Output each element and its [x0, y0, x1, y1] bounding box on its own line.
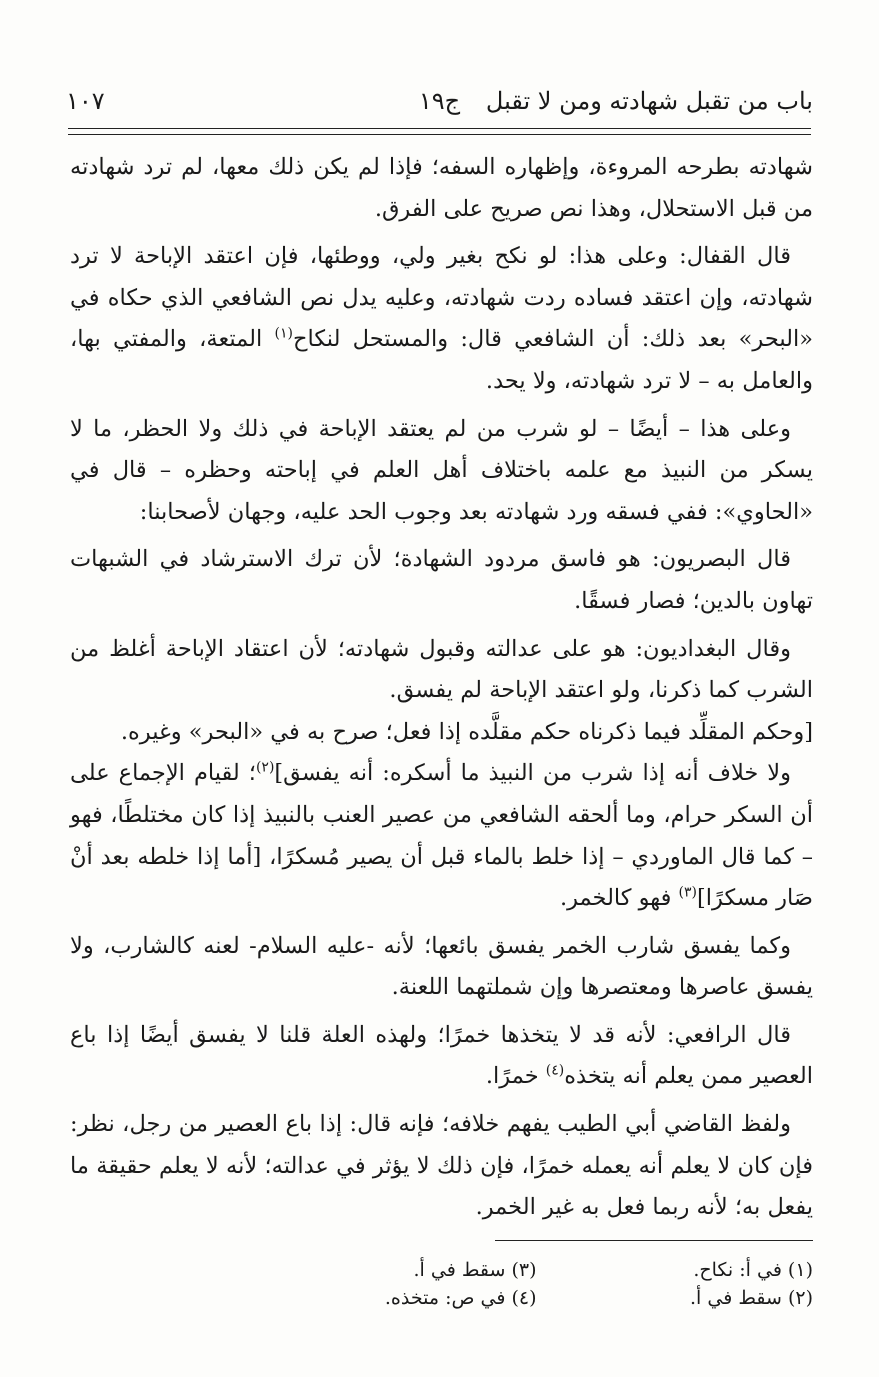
footnote: (١) في أ: نكاح.	[693, 1259, 813, 1281]
footnote-ref: (١)	[274, 325, 293, 342]
chapter-title: باب من تقبل شهادته ومن لا تقبل	[485, 87, 813, 115]
footnote-column-right	[537, 1256, 814, 1312]
footnote: (٣) سقط في أ.	[413, 1259, 537, 1281]
paragraph: ولا خلاف أنه إذا شرب من النبيذ ما أسكره: أنه يفسق]$^{(٢)}$؛ لقيام الإجماع على أن السكر حرام، وما ألحقه الشافعي من عصير العنب بالنبيذ إذا كان مختلطًا، فهو – كما قال الماوردي – إذا خلط بالماء قبل أن يصير مُسكرًا، [أما إذا خلطه بعد أنْ صَار مسكرًا]$^{(٣)}$ فهو كالخمر.	[70, 759, 813, 912]
footnote-rule	[495, 1240, 813, 1241]
running-header	[66, 84, 813, 118]
header-rule-thin	[68, 134, 811, 135]
paragraph: وقال البغداديون: هو على عدالته وقبول شهادته؛ لأن اعتقاد الإباحة أغلظ من الشرب كما ذكرنا، ولو اعتقد الإباحة لم يفسق.	[70, 635, 813, 704]
footnote: (٤) في ص: متخذه.	[384, 1287, 537, 1309]
footnote-ref: (٤)	[545, 1062, 565, 1079]
footnote-ref: (٣)	[678, 884, 698, 901]
paragraph: وعلى هذا – أيضًا – لو شرب من لم يعتقد الإباحة في ذلك ولا الحظر، ما لا يسكر من النبيذ مع علمه باختلاف أهل العلم في إباحته وحظره – قال في «الحاوي»: ففي فسقه ورد شهادته بعد وجوب الحد عليه، وجهان لأصحابنا:	[70, 415, 813, 525]
paragraph: وكما يفسق شارب الخمر يفسق بائعها؛ لأنه -عليه السلام- لعنه كالشارب، ولا يفسق عاصرها ومعتصرها وإن شملتهما اللعنة.	[70, 932, 813, 1001]
paragraph: قال الرافعي: لأنه قد لا يتخذها خمرًا؛ ولهذه العلة قلنا لا يفسق أيضًا إذا باع العصير ممن يعلم أنه يتخذه$^{(٤)}$ خمرًا.	[70, 1021, 813, 1090]
footnote: (٢) سقط في أ.	[690, 1287, 813, 1309]
footnotes	[260, 1256, 813, 1312]
paragraph: ولفظ القاضي أبي الطيب يفهم خلافه؛ فإنه قال: إذا باع العصير من رجل، نظر: فإن كان لا يعلم أنه يعمله خمرًا، فإن ذلك لا يؤثر في عدالته؛ لأنه لا يعلم حقيقة ما يفعل به؛ لأنه ربما فعل به غير الخمر.	[70, 1111, 813, 1221]
paragraph: [وحكم المقلِّد فيما ذكرناه حكم مقلَّده إذا فعل؛ صرح به في «البحر» وغيره.	[120, 718, 813, 745]
header-rule-thick	[68, 128, 811, 129]
page-number: ١٠٧	[66, 87, 105, 115]
paragraph: شهادته بطرحه المروءة، وإظهاره السفه؛ فإذا لم يكن ذلك معها، لم ترد شهادته من قبل الاستحلال، وهذا نص صريح على الفرق.	[70, 154, 813, 222]
footnote-ref: (٢)	[255, 759, 275, 776]
volume-number: ج١٩	[418, 87, 461, 115]
footnote-column-left	[260, 1256, 537, 1312]
paragraph: قال القفال: وعلى هذا: لو نكح بغير ولي، ووطئها، فإن اعتقد الإباحة لا ترد شهادته، وإن اعتقد فساده ردت شهادته، وعليه يدل نص الشافعي الذي حكاه في «البحر» بعد ذلك: أن الشافعي قال: والمستحل لنكاح$^{(١)}$ المتعة، والمفتي بها، والعامل به – لا ترد شهادته، ولا يحد.	[70, 243, 814, 394]
main-text	[70, 147, 813, 1229]
paragraph: قال البصريون: هو فاسق مردود الشهادة؛ لأن ترك الاسترشاد في الشبهات تهاون بالدين؛ فصار فسقًا.	[70, 546, 813, 614]
